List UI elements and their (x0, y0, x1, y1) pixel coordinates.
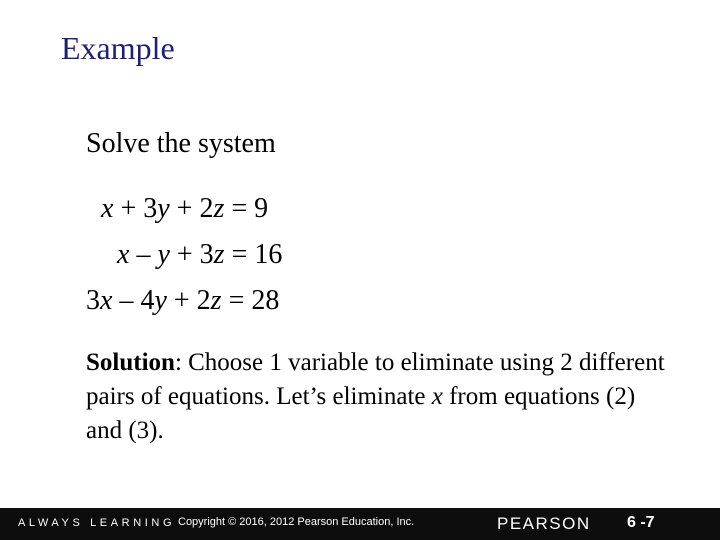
eq3-term-3: = 28 (221, 285, 280, 316)
footer-bar (0, 508, 720, 540)
eq2-var-z: z (213, 239, 225, 270)
eq1-var-x: x (101, 193, 114, 224)
solution-text-1: : Choose 1 variable to eliminate using 2 different pairs of equations. Let’s eliminate (86, 349, 665, 410)
solution-text-2: from equations (2) and (3). (86, 383, 636, 444)
eq2-term-2: + 3 (169, 239, 214, 270)
eq2-var-x: x (117, 239, 130, 270)
intro-text: Solve the system (86, 128, 276, 159)
eq1-var-y: y (157, 193, 170, 224)
equation-3 (86, 287, 279, 315)
eq3-var-x: x (100, 285, 113, 316)
equation-1 (101, 195, 268, 223)
copyright-notice: Copyright © 2016, 2012 Pearson Education, Inc. (178, 516, 415, 528)
eq1-term-2: + 2 (169, 193, 214, 224)
equation-2 (117, 241, 282, 269)
eq2-term-1: – (129, 239, 158, 270)
slide-title: Example (61, 30, 175, 66)
eq3-coefficient: 3 (86, 285, 100, 316)
eq3-var-y: y (154, 285, 167, 316)
eq2-term-3: = 16 (224, 239, 283, 270)
always-learning-tagline: ALWAYS LEARNING (18, 517, 176, 529)
eq3-term-2: + 2 (166, 285, 211, 316)
eq1-term-3: = 9 (224, 193, 269, 224)
eq3-var-z: z (210, 285, 222, 316)
solution-variable: x (431, 383, 443, 410)
eq1-term-1: + 3 (113, 193, 158, 224)
eq1-var-z: z (213, 193, 225, 224)
eq2-var-y: y (157, 239, 170, 270)
page-number: 6 -7 (627, 514, 655, 531)
pearson-logo: PEARSON (497, 514, 591, 533)
eq3-term-1: – 4 (112, 285, 155, 316)
solution-label: Solution (86, 349, 175, 376)
solution-paragraph (86, 346, 676, 448)
